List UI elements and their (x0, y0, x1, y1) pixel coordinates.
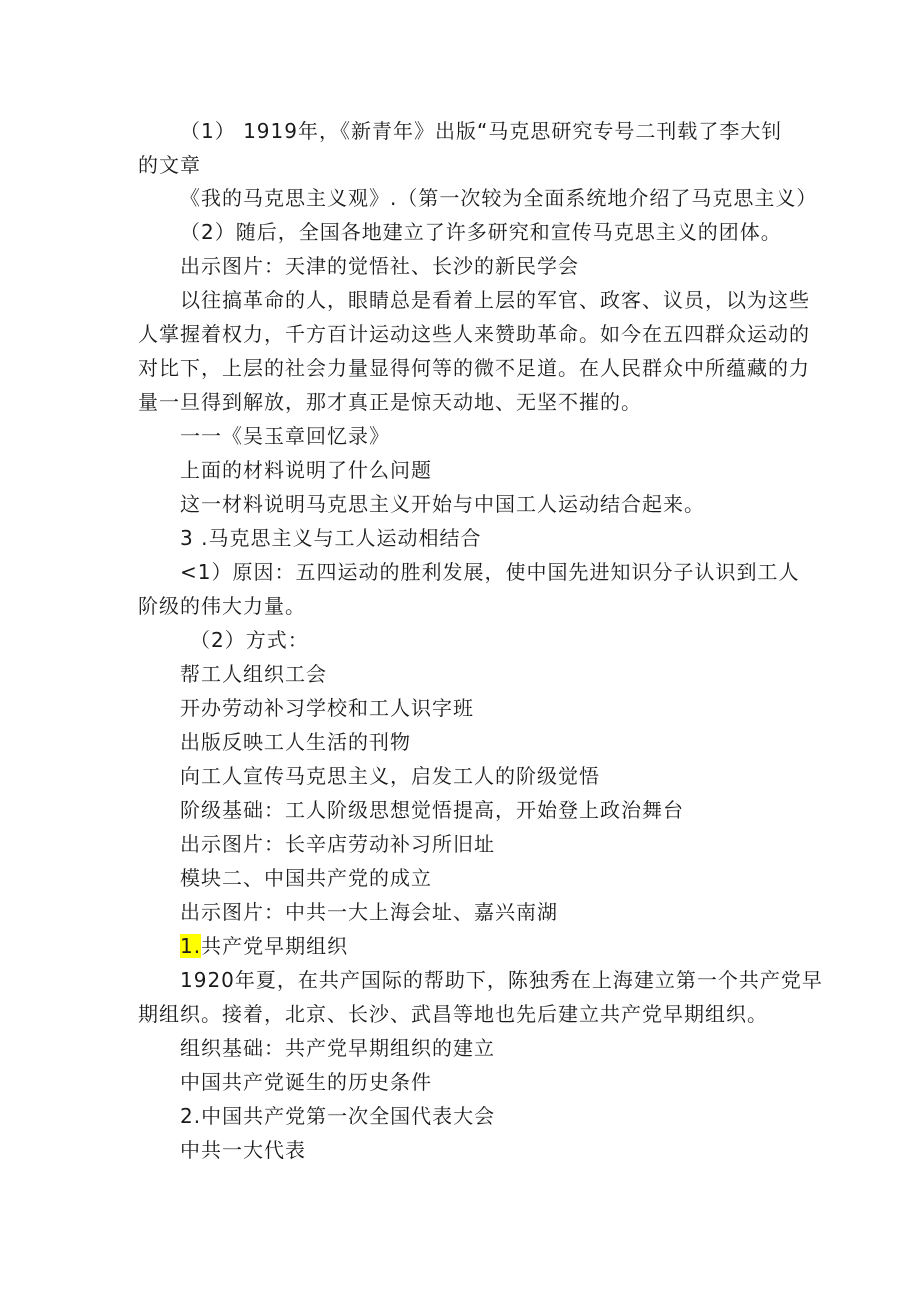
paragraph-line: 中国共产党诞生的历史条件 (180, 1070, 432, 1094)
subsection-heading: 2.中国共产党第一次全国代表大会 (180, 1104, 496, 1128)
list-item: 出版反映工人生活的刊物 (180, 730, 411, 754)
paragraph-line: 1920年夏，在共产国际的帮助下，陈独秀在上海建立第一个共产党早 (180, 968, 823, 992)
section-heading: 模块二、中国共产党的成立 (180, 866, 432, 890)
paragraph-line: 阶级的伟大力量。 (138, 594, 306, 618)
subsection-heading (180, 932, 348, 960)
list-item: 帮工人组织工会 (180, 662, 327, 686)
list-item: 开办劳动补习学校和工人识字班 (180, 696, 474, 720)
paragraph-line: 中共一大代表 (180, 1138, 306, 1162)
paragraph-line: 《我的马克思主义观》.（第一次较为全面系统地介绍了马克思主义） (180, 186, 818, 210)
quote-line: 对比下，上层的社会力量显得何等的微不足道。在人民群众中所蕴藏的力 (138, 356, 810, 380)
quote-line: 人掌握着权力，千方百计运动这些人来赞助革命。如今在五四群众运动的 (138, 322, 810, 346)
paragraph-line: 组织基础：共产党早期组织的建立 (180, 1036, 495, 1060)
highlighted-number: 1. (180, 934, 202, 958)
paragraph-line: （1） 1919年，《新青年》出版“马克思研究专号二刊载了李大钊 (180, 119, 783, 143)
paragraph-line: 出示图片：长辛店劳动补习所旧址 (180, 832, 495, 856)
list-item: 向工人宣传马克思主义，启发工人的阶级觉悟 (180, 764, 600, 788)
subsection-title: 共产党早期组织 (201, 934, 349, 958)
quote-source: 一一《吴玉章回忆录》 (180, 424, 390, 448)
section-heading: 3 .马克思主义与工人运动相结合 (180, 526, 482, 550)
paragraph-line: 出示图片：中共一大上海会址、嘉兴南湖 (180, 900, 558, 924)
quote-line: 量一旦得到解放，那才真正是惊天动地、无坚不摧的。 (138, 390, 642, 414)
quote-line: 以往搞革命的人，眼睛总是看着上层的军官、政客、议员，以为这些 (180, 288, 810, 312)
paragraph-line: 阶级基础：工人阶级思想觉悟提高，开始登上政治舞台 (180, 798, 684, 822)
paragraph-line: <1）原因：五四运动的胜利发展，使中国先进知识分子认识到工人 (180, 560, 800, 584)
paragraph-line: 期组织。接着，北京、长沙、武昌等地也先后建立共产党早期组织。 (138, 1002, 768, 1026)
paragraph-line: （2）随后，全国各地建立了许多研究和宣传马克思主义的团体。 (180, 220, 782, 244)
paragraph-line: 的文章 (138, 153, 201, 177)
paragraph-line: 这一材料说明马克思主义开始与中国工人运动结合起来。 (180, 492, 705, 516)
paragraph-line: （2）方式： (190, 628, 309, 652)
paragraph-line: 上面的材料说明了什么问题 (180, 458, 432, 482)
paragraph-line: 出示图片：天津的觉悟社、长沙的新民学会 (180, 254, 579, 278)
